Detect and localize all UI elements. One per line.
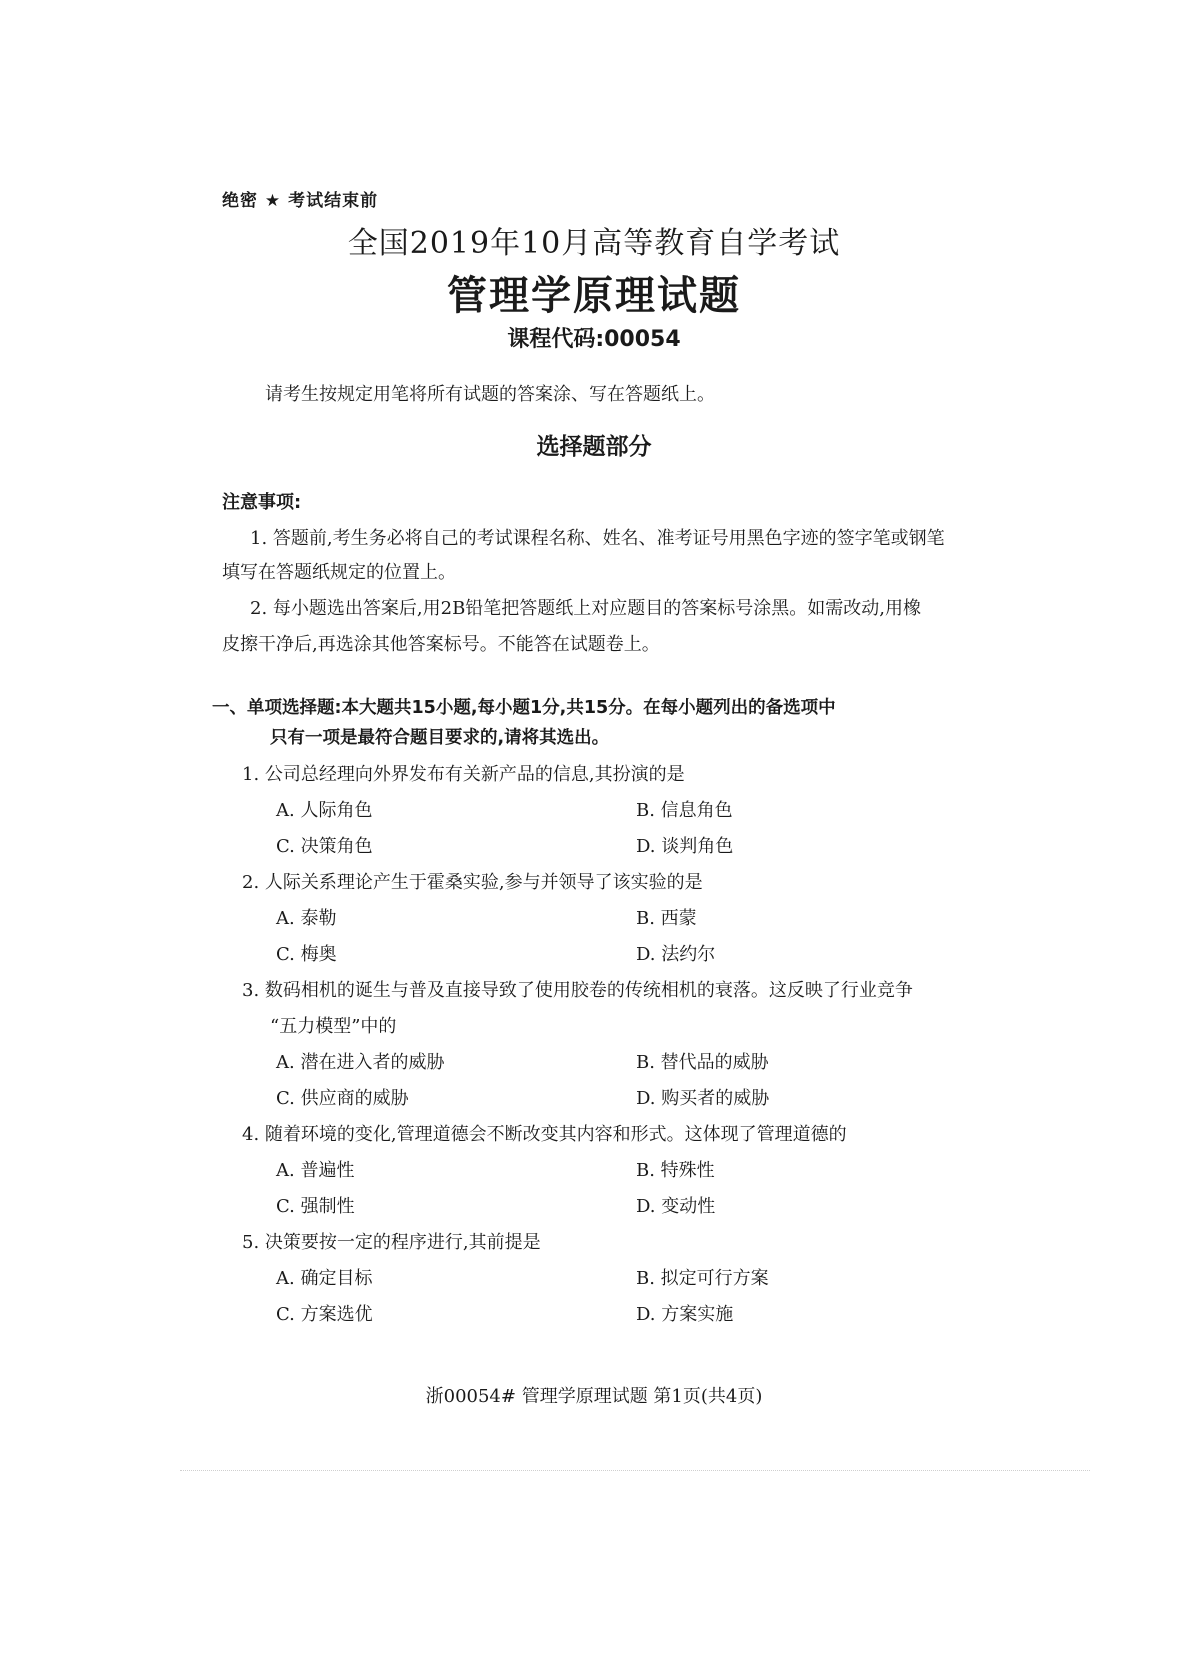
note-line: 填写在答题纸规定的位置上。 (222, 562, 456, 583)
option-c: C. 梅奥 (276, 944, 337, 965)
option-d: D. 购买者的威胁 (636, 1088, 770, 1109)
question-stem-continued: “五力模型”中的 (270, 1016, 397, 1037)
confidential-label: 绝密 ★ 考试结束前 (222, 191, 379, 211)
option-b: B. 拟定可行方案 (636, 1268, 769, 1289)
note-line: 2. 每小题选出答案后,用2B铅笔把答题纸上对应题目的答案标号涂黑。如需改动,用橡 (250, 598, 922, 619)
question-stem: 4. 随着环境的变化,管理道德会不断改变其内容和形式。这体现了管理道德的 (242, 1124, 847, 1145)
option-c: C. 方案选优 (276, 1304, 373, 1325)
option-c: C. 强制性 (276, 1196, 355, 1217)
note-line: 皮擦干净后,再选涂其他答案标号。不能答在试题卷上。 (222, 634, 660, 655)
section-heading: 一、单项选择题:本大题共15小题,每小题1分,共15分。在每小题列出的备选项中 (212, 698, 836, 718)
option-c: C. 供应商的威胁 (276, 1088, 409, 1109)
course-code: 课程代码:00054 (507, 327, 681, 352)
option-b: B. 西蒙 (636, 908, 697, 929)
exam-title: 全国2019年10月高等教育自学考试 (347, 226, 841, 261)
question-stem: 3. 数码相机的诞生与普及直接导致了使用胶卷的传统相机的衰落。这反映了行业竞争 (242, 980, 913, 1001)
subject-title: 管理学原理试题 (447, 273, 741, 319)
notes-title: 注意事项: (222, 492, 302, 513)
option-b: B. 替代品的威胁 (636, 1052, 769, 1073)
option-a: A. 确定目标 (276, 1268, 373, 1289)
answer-instruction: 请考生按规定用笔将所有试题的答案涂、写在答题纸上。 (265, 384, 715, 405)
option-a: A. 人际角色 (276, 800, 373, 821)
section-heading: 只有一项是最符合题目要求的,请将其选出。 (270, 728, 610, 748)
note-line: 1. 答题前,考生务必将自己的考试课程名称、姓名、准考证号用黑色字迹的签字笔或钢笔 (250, 528, 945, 549)
question-stem: 5. 决策要按一定的程序进行,其前提是 (242, 1232, 541, 1253)
part-title: 选择题部分 (536, 434, 652, 460)
option-a: A. 泰勒 (276, 908, 337, 929)
option-d: D. 谈判角色 (636, 836, 734, 857)
option-b: B. 特殊性 (636, 1160, 715, 1181)
question-stem: 2. 人际关系理论产生于霍桑实验,参与并领导了该实验的是 (242, 872, 703, 893)
option-c: C. 决策角色 (276, 836, 373, 857)
question-stem: 1. 公司总经理向外界发布有关新产品的信息,其扮演的是 (242, 764, 685, 785)
option-a: A. 潜在进入者的威胁 (276, 1052, 445, 1073)
page-divider (180, 1470, 1090, 1471)
option-b: B. 信息角色 (636, 800, 733, 821)
option-d: D. 变动性 (636, 1196, 716, 1217)
option-d: D. 法约尔 (636, 944, 716, 965)
option-a: A. 普遍性 (276, 1160, 355, 1181)
option-d: D. 方案实施 (636, 1304, 734, 1325)
page-footer: 浙00054# 管理学原理试题 第1页(共4页) (425, 1386, 763, 1407)
